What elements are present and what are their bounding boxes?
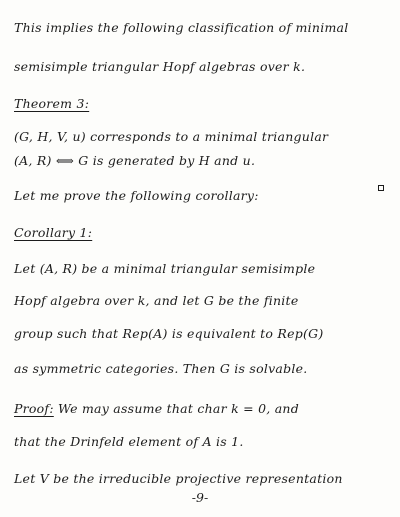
text-line-11: that the Drinfeld element of A is 1.: [14, 434, 244, 449]
proof-line-text: We may assume that char k = 0, and: [53, 401, 299, 416]
text-line-9: as symmetric categories. Then G is solvable.: [14, 361, 308, 376]
page-number: -9-: [191, 490, 209, 505]
text-line-6: Let (A, R) be a minimal triangular semisimple: [14, 261, 316, 276]
text-line-8: group such that Rep(A) is equivalent to Rep(G): [14, 326, 324, 341]
text-line-1: This implies the following classification of minimal: [14, 20, 349, 35]
theorem-heading: Theorem 3:: [14, 96, 90, 111]
text-line-2: semisimple triangular Hopf algebras over k.: [14, 59, 306, 74]
text-line-7: Hopf algebra over k, and let G be the finite: [14, 293, 299, 308]
text-line-5: Let me prove the following corollary:: [14, 188, 259, 203]
text-line-12: Let V be the irreducible projective representation: [14, 471, 343, 486]
proof-heading: Proof:: [14, 401, 54, 416]
corollary-heading: Corollary 1:: [14, 225, 93, 240]
text-line-4: (A, R) ⟺ G is generated by H and u.: [14, 153, 256, 168]
text-line-3: (G, H, V, u) corresponds to a minimal triangular: [14, 129, 329, 144]
proof-line: [14, 401, 394, 417]
